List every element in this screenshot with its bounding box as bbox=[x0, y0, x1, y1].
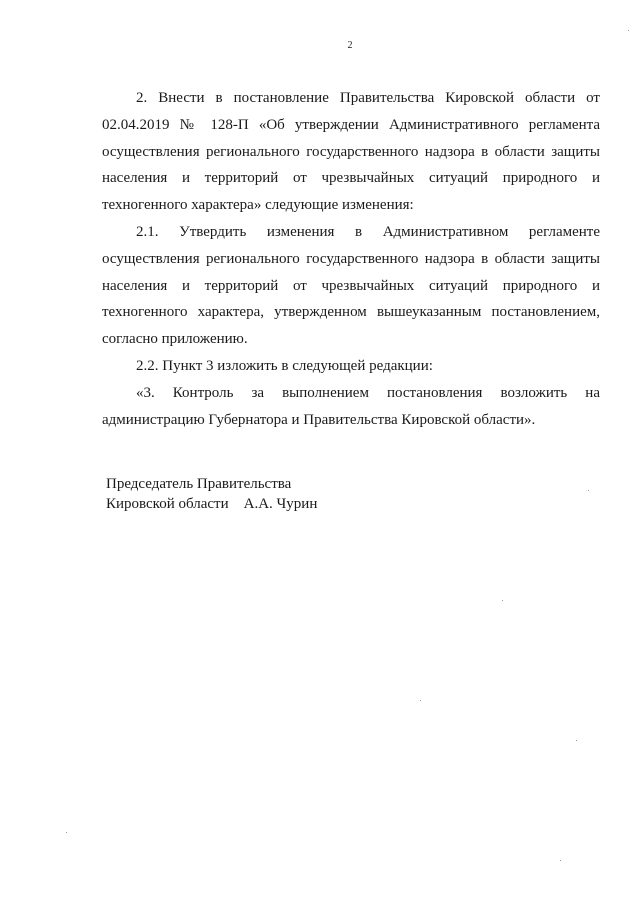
paragraph-quote-3: «3. Контроль за выполнением постановления возложить на администрацию Губернатора и Правительства Кировской области». bbox=[102, 384, 600, 428]
signatory-position: Председатель Правительства bbox=[106, 476, 292, 492]
signatory-region: Кировской области bbox=[106, 496, 229, 512]
paragraph-2-2: 2.2. Пункт 3 изложить в следующей редакции: bbox=[136, 357, 433, 374]
paragraph-2-1: 2.1. Утвердить изменения в Административном регламенте осуществления регионального государственного надзора в области защиты населения и территорий от чрезвычайных ситуаций природного и техногенного характера, утвержденном вышеуказанным постановлением, согласно приложению. bbox=[102, 223, 600, 348]
scan-speck bbox=[66, 832, 67, 833]
scan-speck bbox=[420, 700, 421, 701]
scan-speck bbox=[588, 490, 589, 491]
signatory-name: А.А. Чурин bbox=[243, 496, 318, 512]
scan-speck bbox=[502, 600, 503, 601]
scan-speck bbox=[628, 30, 629, 31]
scan-speck bbox=[576, 740, 577, 741]
paragraph-2: 2. Внести в постановление Правительства Кировской области от 02.04.2019 № 128-П «Об утверждении Административного регламента осуществления регионального государственного надзора в области защиты населения и территорий от чрезвычайных ситуаций природного и техногенного характера» следующие изменения: bbox=[102, 90, 600, 214]
scan-speck bbox=[560, 860, 561, 861]
signature-block bbox=[106, 474, 317, 514]
document-body bbox=[102, 85, 600, 433]
signatory-region-and-name bbox=[106, 494, 317, 514]
page-number: 2 bbox=[347, 40, 353, 51]
signature-gap bbox=[229, 496, 244, 512]
